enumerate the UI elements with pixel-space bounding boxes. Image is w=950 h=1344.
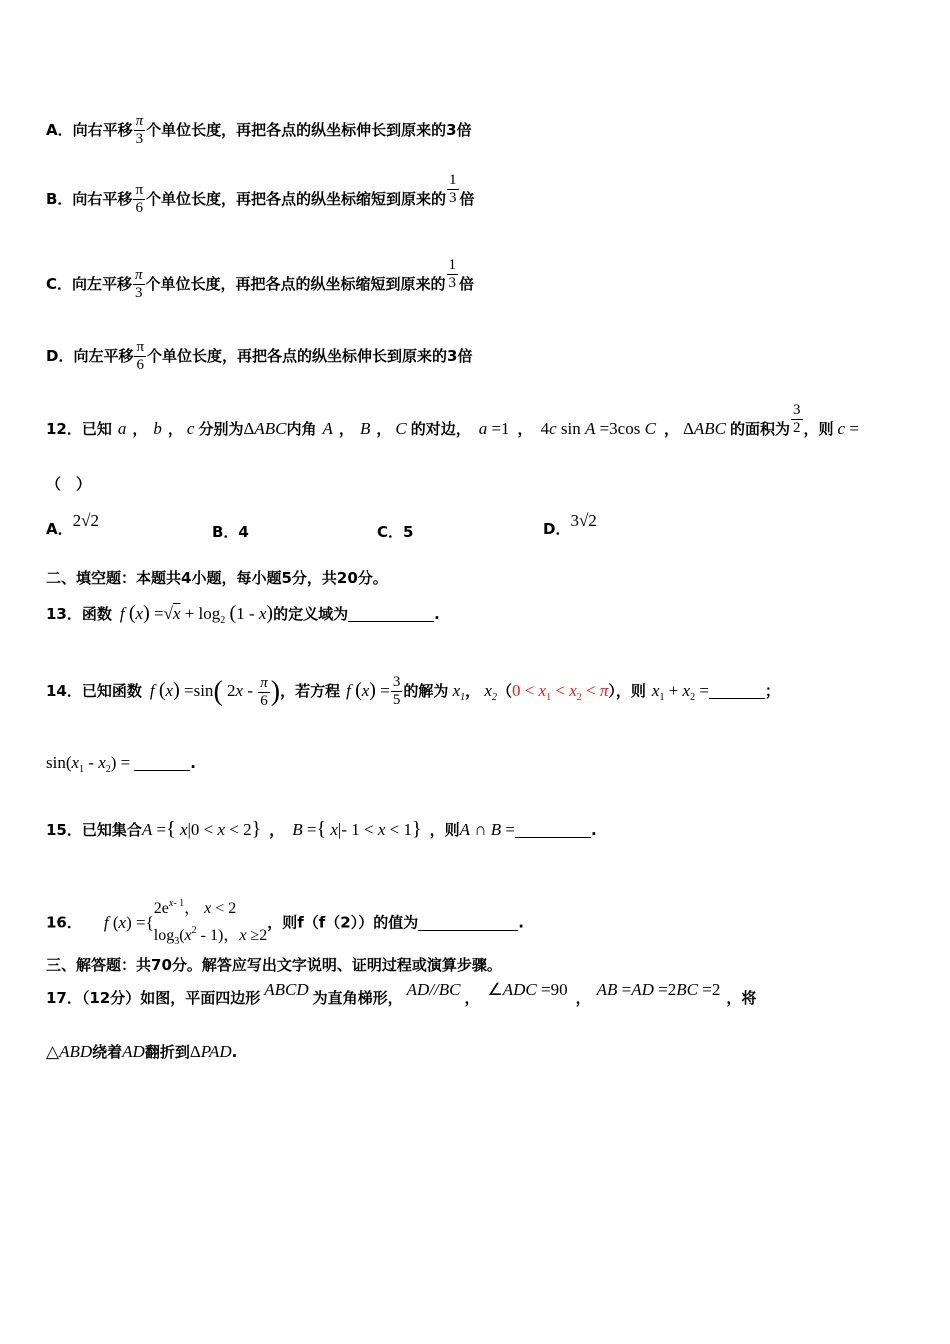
- q12-option-c[interactable]: C．5: [377, 523, 414, 541]
- q12-answer-paren: （ ）: [46, 475, 92, 493]
- fraction: $\frac{1}{3}$: [448, 257, 457, 291]
- q14-line-2: $\sin(x_1 - x_2)$ = .: [46, 753, 196, 775]
- q15-answer-blank[interactable]: [515, 823, 591, 838]
- fraction: $\frac{\pi}{6}$: [135, 182, 144, 216]
- q16: 16． f (x) ={ $2e^{x- 1}$， x < 2 $\log_3(x^2 - 1)$，x ≥2 ，则f（f（2））的值为 .: [46, 898, 524, 947]
- q12-stem: 12．已知 a ， b ， c 分别为ΔABC内角 A ， B ， C 的对边， a =1 ， 4c sin A =3cos C ， ΔABC 的面积为 $\frac{3}{2}$ ，则 c =: [46, 402, 859, 438]
- q15: 15．已知集合A ={ x|0 < x < 2} ， B ={ x|- 1 < x < 1} ，则A ∩ B = .: [46, 818, 597, 840]
- q17-line-1: 17．（12分）如图，平面四边形 ABCD 为直角梯形， AD//BC ， ∠ADC =90 ， AB =AD =2BC =2 ，将: [46, 980, 757, 1007]
- fraction: $\frac{1}{3}$: [449, 172, 457, 206]
- q16-answer-blank[interactable]: [418, 916, 518, 931]
- q12-option-a[interactable]: A．2√2: [46, 511, 99, 538]
- q11-option-b[interactable]: B．向右平移 $\frac{\pi}{6}$ 个单位长度，再把各点的纵坐标缩短到原来的 $\frac{1}{3}$ 倍: [46, 172, 475, 216]
- q14-answer-blank-2[interactable]: [134, 756, 190, 771]
- area-fraction: $\frac{3}{2}$: [793, 402, 801, 436]
- q11-option-a[interactable]: A．向右平移 $\frac{\pi}{3}$ 个单位长度，再把各点的纵坐标伸长到原来的3倍: [46, 113, 472, 147]
- q14-answer-blank-1[interactable]: [709, 684, 765, 699]
- q14: 14．已知函数 f (x) =sin( 2x - $\frac{\pi}{6}$ )，若方程 f (x) = $\frac{3}{5}$ 的解为 $x_1$， $x_2(0 < x_1 < x_2 < \pi)$，则 $x_1 + x_2$ = ；: [46, 674, 780, 709]
- section-3-heading: 三、解答题：共70分。解答应写出文字说明、证明过程或演算步骤。: [46, 956, 502, 974]
- q12-option-d[interactable]: D．3√2: [543, 511, 597, 538]
- fraction: $\frac{\pi}{3}$: [135, 267, 143, 301]
- q17-line-2: △ABD绕着AD翻折到ΔPAD.: [46, 1042, 238, 1061]
- q11-option-c[interactable]: C．向左平移 $\frac{\pi}{3}$ 个单位长度，再把各点的纵坐标缩短到原来的 $\frac{1}{3}$ 倍: [46, 257, 475, 301]
- q13: 13．函数 f $(x) =√x + \log_2 (1 - x)$的定义域为 .: [46, 602, 440, 626]
- q13-answer-blank[interactable]: [348, 607, 434, 622]
- fraction: $\frac{3}{5}$: [392, 674, 401, 708]
- fraction: $\frac{\pi}{6}$: [136, 339, 145, 373]
- section-2-heading: 二、填空题：本题共4小题，每小题5分，共20分。: [46, 569, 388, 587]
- fraction: $\frac{\pi}{3}$: [135, 113, 144, 147]
- q11-option-d[interactable]: D．向左平移 $\frac{\pi}{6}$ 个单位长度，再把各点的纵坐标伸长到原来的3倍: [46, 339, 473, 373]
- q12-option-b[interactable]: B．4: [212, 523, 249, 541]
